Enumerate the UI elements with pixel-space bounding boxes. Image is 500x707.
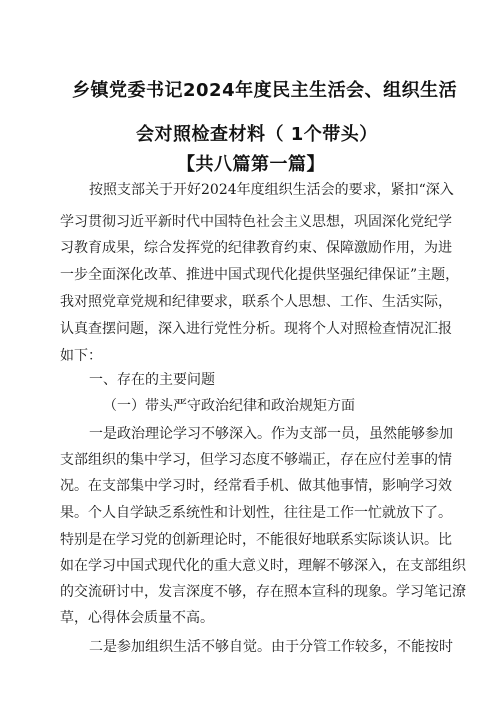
body-line: 习教育成果，综合发挥党的纪律教育约束、保障激励作用，为进 — [60, 240, 452, 256]
body-line: 的交流研讨中，发言深度不够，存在照本宣科的现象。学习笔记潦 — [60, 584, 466, 600]
section-heading: 一、存在的主要问题 — [89, 372, 215, 388]
document-title-line-2: 会对照检查材料（ 1个带头） — [136, 124, 378, 145]
document-subtitle: 【共八篇第一篇】 — [177, 154, 325, 175]
body-line: 一步全面深化改革、推进中国式现代化提供坚强纪律保证”主题， — [60, 267, 460, 283]
body-line: 二是参加组织生活不够自觉。由于分管工作较多，不能按时 — [89, 639, 453, 655]
body-line: 况。在支部集中学习时，经常看手机、做其他事情，影响学习效 — [60, 478, 452, 494]
body-line: 如在学习中国式现代化的重大意义时，理解不够深入，在支部组织 — [60, 558, 466, 574]
body-line: 草，心得体会质量不高。 — [60, 610, 214, 626]
body-line: 认真查摆问题，深入进行党性分析。现将个人对照检查情况汇报 — [60, 321, 452, 337]
body-line: 果。个人自学缺乏系统性和计划性，往往是工作一忙就放下了。 — [60, 505, 452, 521]
body-line: 支部组织的集中学习，但学习态度不够端正，存在应付差事的情 — [60, 452, 452, 468]
body-line: 按照支部关于开好2024年度组织生活会的要求，紧扣“深入 — [89, 182, 454, 198]
body-line: 学习贯彻习近平新时代中国特色社会主义思想，巩固深化党纪学 — [60, 214, 452, 230]
body-line: 我对照党章党规和纪律要求，联系个人思想、工作、生活实际， — [60, 294, 452, 310]
document-title-line-1: 乡镇党委书记2024年度民主生活会、组织生活 — [72, 80, 458, 101]
body-line: 一是政治理论学习不够深入。作为支部一员，虽然能够参加 — [89, 426, 453, 442]
subsection-heading: （一）带头严守政治纪律和政治规矩方面 — [103, 398, 355, 414]
body-line: 特别是在学习党的创新理论时，不能很好地联系实际谈认识。比 — [60, 532, 452, 548]
body-line: 如下： — [60, 348, 102, 364]
